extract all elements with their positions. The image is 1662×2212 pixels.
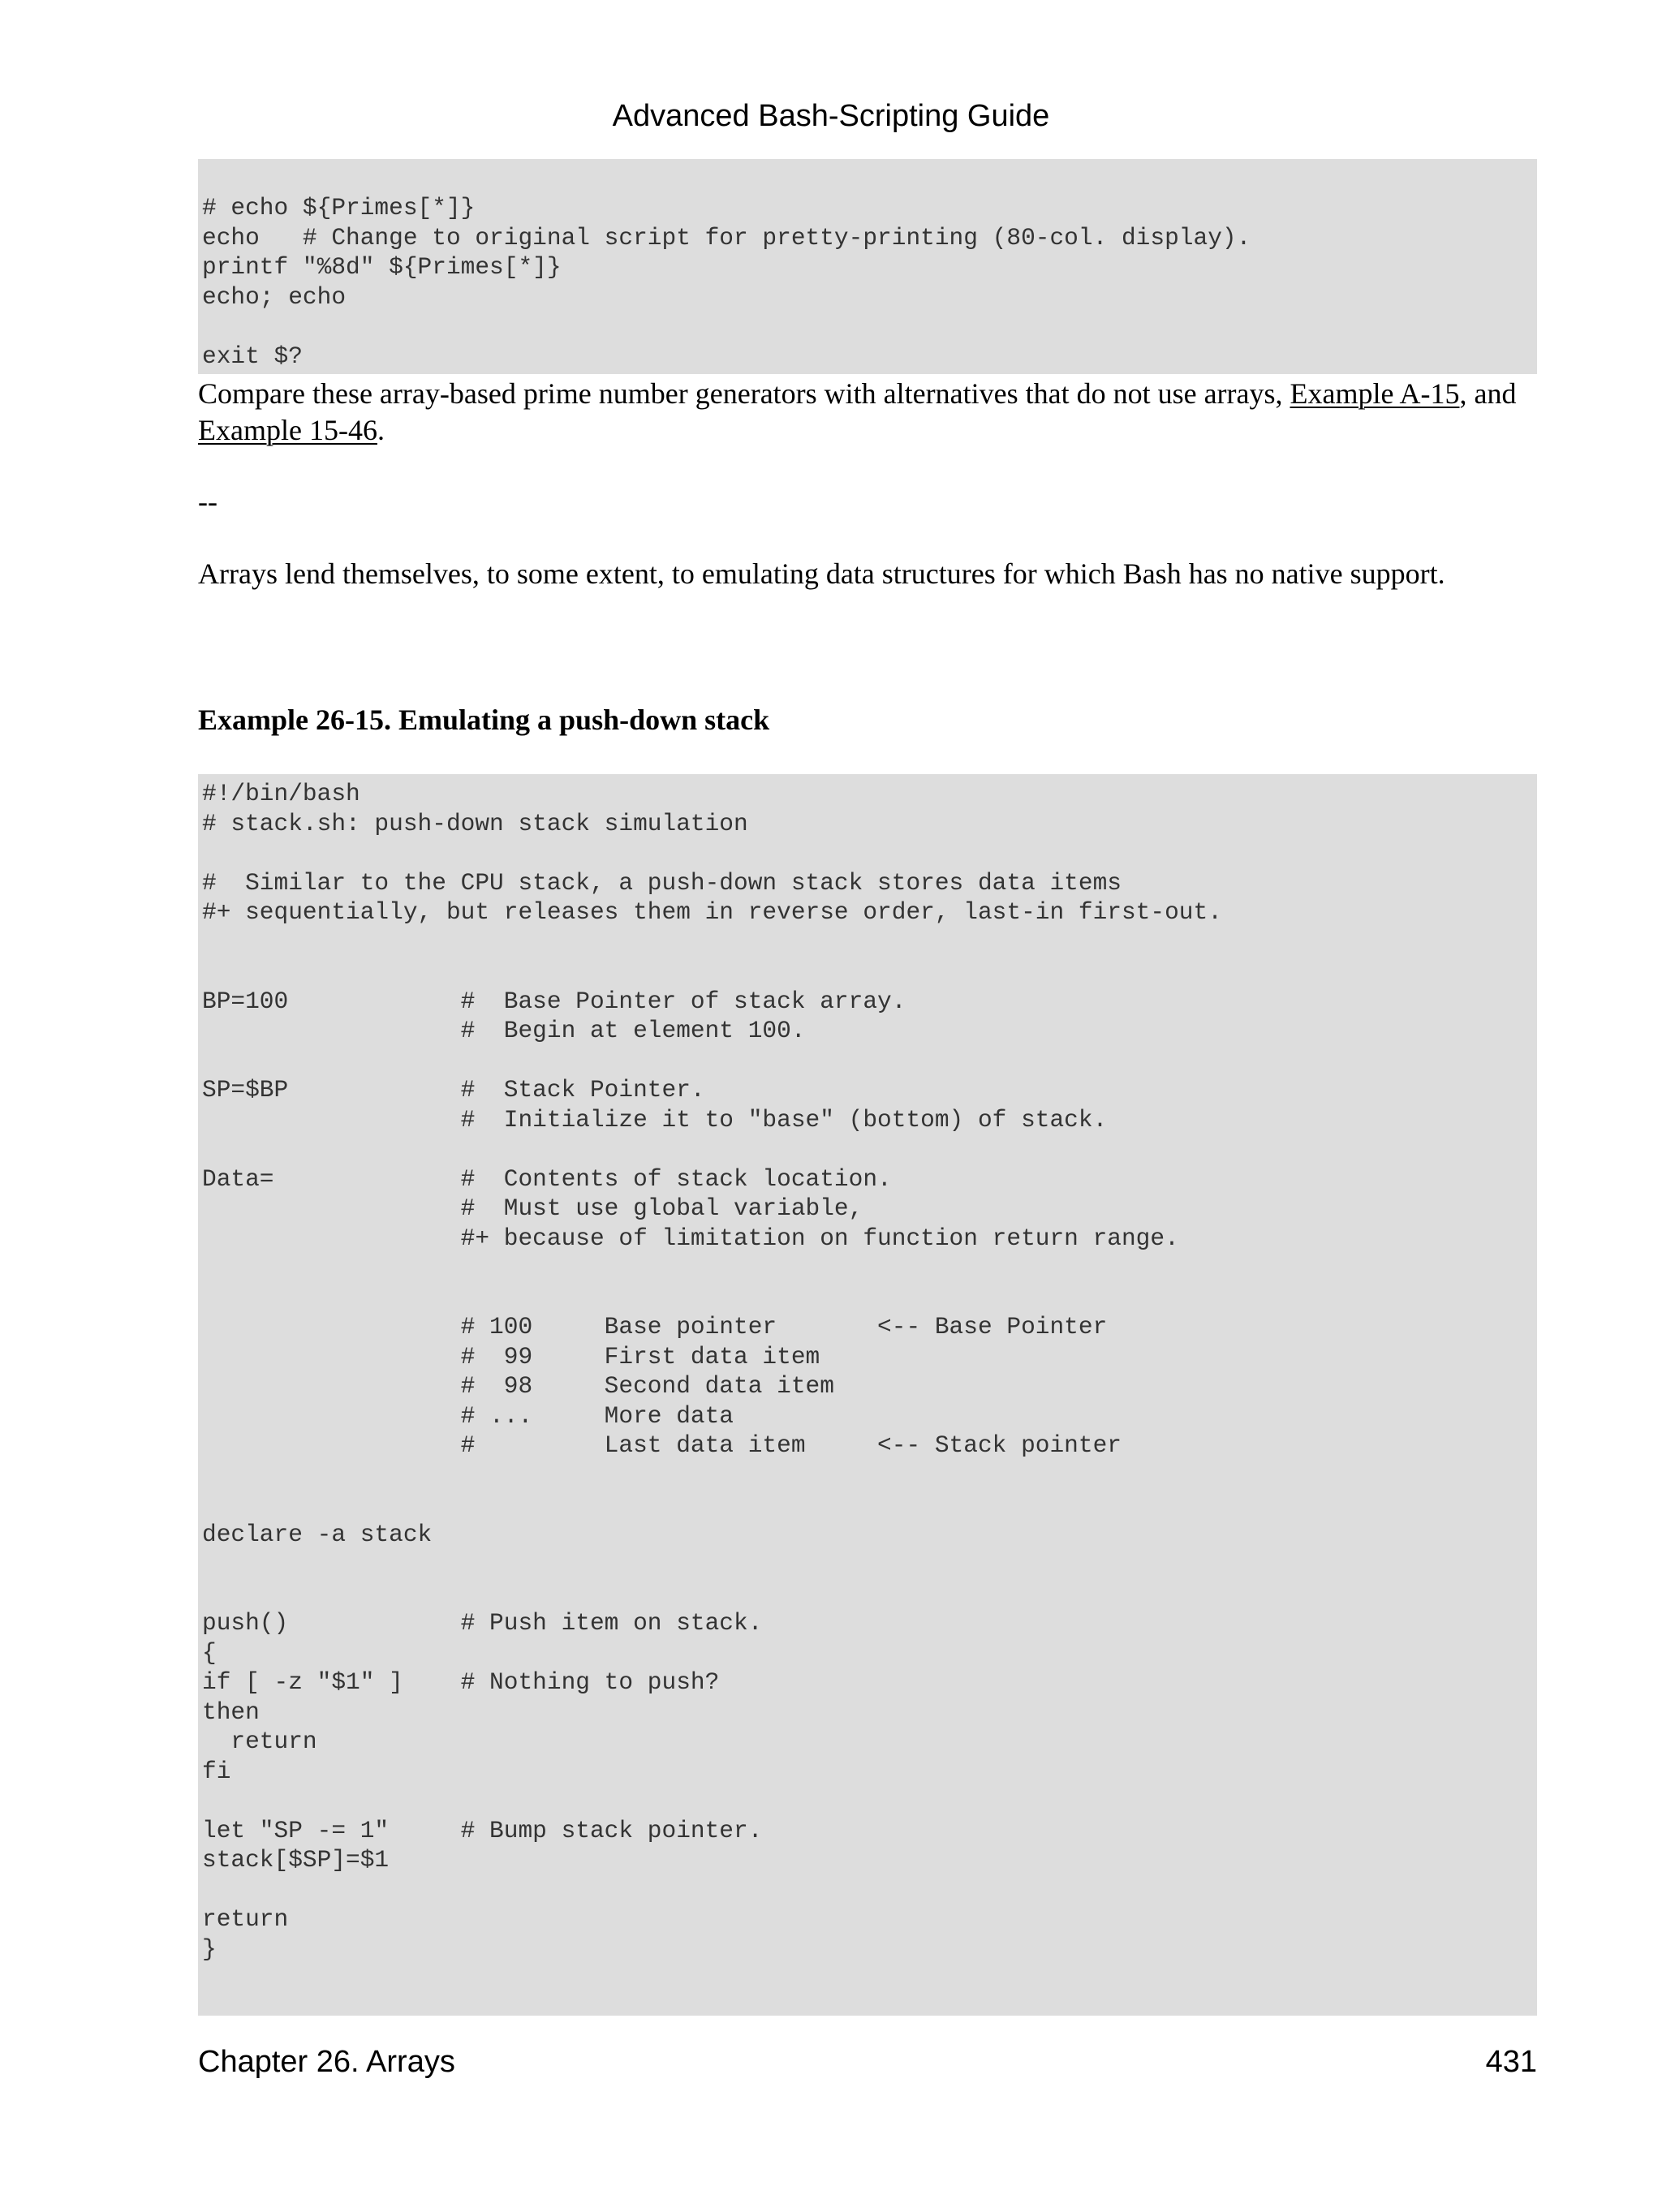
compare-text-middle: , and	[1459, 377, 1517, 410]
link-example-15-46[interactable]: Example 15-46	[198, 414, 377, 446]
footer-chapter: Chapter 26. Arrays	[198, 2045, 455, 2079]
link-example-a-15[interactable]: Example A-15	[1290, 377, 1460, 410]
compare-text-suffix: .	[377, 414, 385, 446]
page-footer	[198, 2045, 1537, 2080]
example-title: Example 26-15. Emulating a push-down stack	[198, 704, 770, 736]
compare-text-prefix: Compare these array-based prime number generators with alternatives that do not use arrays,	[198, 377, 1283, 410]
footer-page-number: 431	[1485, 2045, 1537, 2079]
code-block-primes-ending: # echo ${Primes[*]} echo # Change to original script for pretty-printing (80-col. display). printf "%8d" ${Primes[*]} echo; echo exit $?	[198, 159, 1537, 374]
code-block-stack-script: #!/bin/bash # stack.sh: push-down stack simulation # Similar to the CPU stack, a push-down stack stores data items #+ sequentially, but releases them in reverse order, last-in first-out. BP=100 # Base Pointer of stack array. # Begin at element 100. SP=$BP # Stack Pointer. # Initialize it to "base" (bottom) of stack. Data= # Contents of stack location. # Must use global variable, #+ because of limitation on function return range. # 100 Base pointer <-- Base Pointer # 99 First data item # 98 Second data item # ... More data # Last data item <-- Stack pointer declare -a stack push() # Push item on stack. { if [ -z "$1" ] # Nothing to push? then return fi let "SP -= 1" # Bump stack pointer. stack[$SP]=$1 return }	[198, 774, 1537, 2016]
paragraph-compare	[198, 376, 1537, 449]
paragraph-separator: --	[198, 485, 217, 518]
running-header: Advanced Bash-Scripting Guide	[612, 99, 1050, 133]
paragraph-arrays: Arrays lend themselves, to some extent, to emulating data structures for which Bash has no native support.	[198, 557, 1445, 590]
